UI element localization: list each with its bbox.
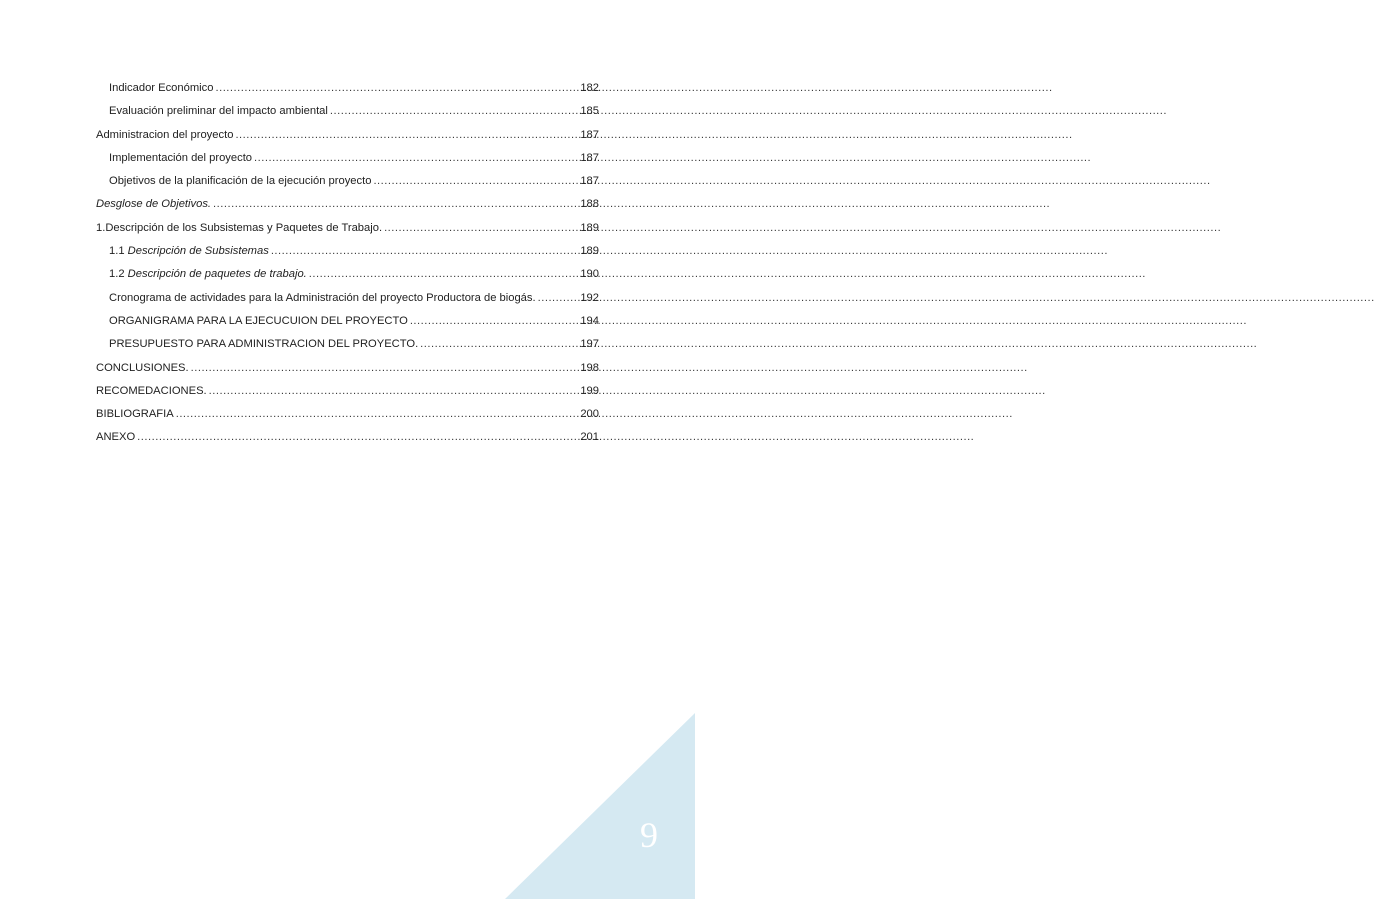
toc-entry-page: 189 [580, 221, 599, 234]
toc-entry-page: 192 [580, 291, 599, 304]
toc-entry-title-text: Descripción de paquetes de trabajo. [127, 268, 307, 281]
toc-dot-leader [330, 102, 578, 120]
toc-entry[interactable] [96, 312, 599, 335]
toc-entry[interactable] [96, 359, 599, 382]
toc-entry-title [109, 102, 328, 120]
toc-dot-leader [309, 265, 579, 283]
toc-entry-title-text: RECOMEDACIONES. [96, 384, 207, 397]
toc-entry-title [96, 195, 211, 213]
toc-entry[interactable] [96, 428, 599, 451]
toc-dot-leader [209, 382, 579, 400]
toc-entry-page: 182 [580, 82, 599, 94]
toc-entry-page: 187 [580, 128, 599, 141]
toc-dot-leader [235, 126, 578, 144]
toc-entry-page: 187 [580, 175, 599, 188]
toc-entry[interactable] [96, 219, 599, 242]
toc-entry-page: 201 [580, 431, 599, 444]
toc-entry[interactable] [96, 126, 599, 149]
corner-triangle-decoration [505, 713, 695, 899]
toc-entry-title [105, 219, 382, 237]
toc-entry-page: 200 [580, 408, 599, 421]
toc-entry-page: 189 [580, 245, 599, 258]
toc-entry-title [96, 126, 233, 144]
table-of-contents [96, 79, 599, 452]
toc-entry-title [109, 335, 418, 353]
toc-entry-title-text: Administracion del proyecto [96, 128, 234, 141]
toc-entry-title-text: Implementación del proyecto [109, 151, 253, 164]
toc-entry-page: 197 [580, 338, 599, 351]
toc-entry-page: 198 [580, 361, 599, 374]
toc-entry-section-number: 1.1 [109, 245, 128, 258]
toc-entry[interactable] [96, 102, 599, 125]
toc-entry-title-text: Desglose de Objetivos. [96, 198, 212, 211]
toc-entry-title [109, 79, 213, 97]
toc-dot-leader [191, 359, 579, 377]
toc-dot-leader [215, 79, 578, 97]
toc-entry-page: 185 [580, 105, 599, 118]
toc-entry-title-text: BIBLIOGRAFIA [96, 408, 174, 421]
toc-entry-title-text: Cronograma de actividades para la Administración del proyecto Productora de biogás. [109, 291, 536, 304]
toc-entry-title [96, 405, 174, 423]
page-number: 9 [640, 815, 658, 855]
toc-entry-title [109, 312, 408, 330]
toc-entry-title-text: Descripción de Subsistemas [127, 245, 269, 258]
toc-entry[interactable] [96, 172, 599, 195]
toc-entry[interactable] [96, 195, 599, 218]
toc-entry[interactable] [96, 79, 599, 102]
toc-entry-page: 199 [580, 384, 599, 397]
toc-entry[interactable] [96, 149, 599, 172]
toc-entry-title-text: ORGANIGRAMA PARA LA EJECUCUION DEL PROYECTO [109, 314, 408, 327]
toc-entry-title-text: PRESUPUESTO PARA ADMINISTRACION DEL PROYECTO. [109, 338, 419, 351]
toc-entry-page: 187 [580, 151, 599, 164]
toc-dot-leader [213, 195, 578, 213]
toc-entry-title [109, 265, 307, 283]
toc-entry-title [109, 172, 371, 190]
toc-dot-leader [410, 312, 579, 330]
toc-entry[interactable] [96, 265, 599, 288]
toc-entry-title [109, 289, 536, 307]
toc-entry-number: 1. [96, 221, 106, 234]
toc-entry-title [96, 382, 207, 400]
toc-dot-leader [538, 289, 579, 307]
toc-entry-title-text: CONCLUSIONES. [96, 361, 189, 374]
toc-entry[interactable] [96, 242, 599, 265]
toc-entry-page: 190 [580, 268, 599, 281]
toc-dot-leader [254, 149, 578, 167]
toc-entry-title-text: Descripción de los Subsistemas y Paquetes de Trabajo. [105, 221, 383, 234]
toc-entry[interactable] [96, 382, 599, 405]
toc-dot-leader [176, 405, 579, 423]
toc-entry-section-number: 1.2 [109, 268, 128, 281]
toc-dot-leader [271, 242, 579, 260]
toc-entry-title [109, 242, 269, 260]
toc-dot-leader [420, 335, 578, 353]
toc-dot-leader [384, 219, 578, 237]
toc-entry-title-text: Objetivos de la planificación de la ejecución proyecto [109, 175, 372, 188]
toc-entry-page: 188 [580, 198, 599, 211]
toc-entry[interactable] [96, 289, 599, 312]
toc-entry[interactable] [96, 335, 599, 358]
toc-entry-page: 194 [580, 314, 599, 327]
toc-entry-title [96, 359, 189, 377]
toc-dot-leader [373, 172, 578, 190]
toc-dot-leader [137, 428, 578, 446]
toc-entry-title-text: ANEXO [96, 431, 136, 444]
toc-entry-title-text: Evaluación preliminar del impacto ambiental [109, 105, 328, 118]
toc-entry-title-text: Indicador Económico [109, 82, 214, 94]
toc-entry[interactable] [96, 405, 599, 428]
toc-entry-title [96, 428, 135, 446]
toc-entry-title [109, 149, 252, 167]
